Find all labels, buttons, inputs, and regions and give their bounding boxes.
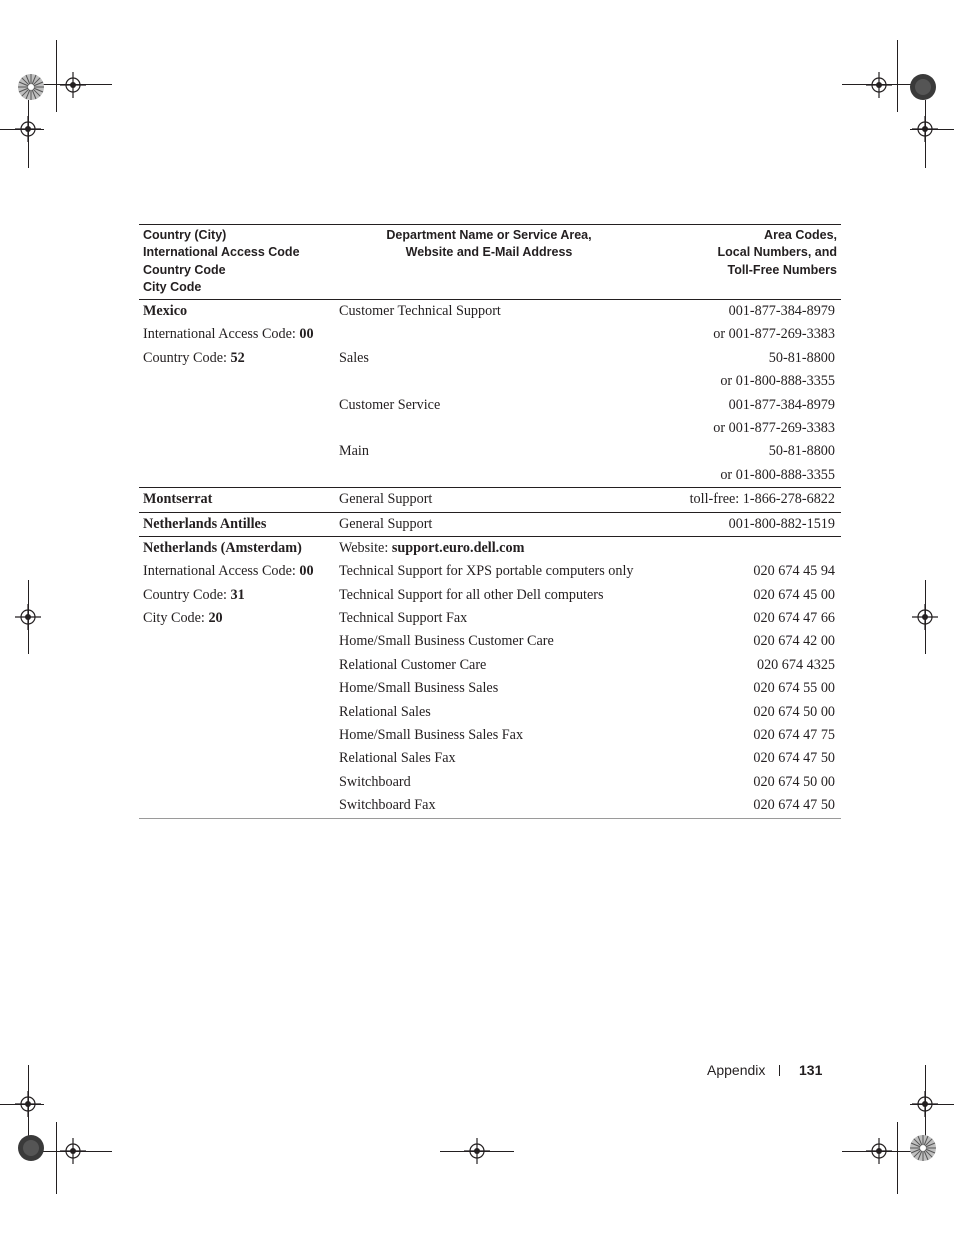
country-text: International Access Code: [143, 326, 300, 343]
department-cell [339, 489, 432, 509]
department-text: Customer Technical Support [339, 303, 501, 319]
phone-number: 020 674 45 94 [753, 563, 835, 580]
department-cell [339, 725, 523, 745]
code-value: 20 [208, 610, 223, 627]
table-row [139, 513, 841, 536]
department-text: Home/Small Business Sales [339, 680, 499, 697]
crop-mark-line [897, 1122, 898, 1194]
country-text: International Access Code: [143, 563, 300, 580]
department-cell [339, 585, 604, 605]
department-cell [339, 538, 524, 558]
crop-mark-line [897, 40, 898, 112]
header-line: Area Codes, [764, 228, 837, 242]
country-text: Country Code: [143, 586, 231, 603]
table-row [139, 584, 841, 607]
country-cell [143, 301, 187, 321]
header-line: Country (City) [143, 228, 227, 242]
country-group [139, 537, 841, 819]
table-body [139, 300, 841, 819]
country-text: Mexico [143, 303, 188, 319]
header-country [143, 227, 300, 296]
department-cell [339, 395, 440, 415]
department-text: Technical Support Fax [339, 610, 468, 627]
phone-number: 020 674 50 00 [753, 773, 835, 790]
department-text: Relational Sales Fax [339, 750, 456, 767]
registration-target-icon [866, 1138, 892, 1164]
department-text: Relational Customer Care [339, 656, 487, 673]
country-group [139, 513, 841, 537]
phone-number: 020 674 47 50 [753, 750, 835, 767]
table-row [139, 440, 841, 463]
color-circle-icon [909, 73, 937, 101]
phone-number: or 01-800-888-3355 [720, 466, 835, 483]
country-text: Montserrat [143, 491, 213, 508]
department-cell [339, 655, 486, 675]
table-row [139, 560, 841, 583]
department-cell [339, 441, 369, 461]
registration-target-icon [912, 604, 938, 630]
country-cell [143, 561, 314, 581]
registration-target-icon [60, 1138, 86, 1164]
country-cell [143, 538, 302, 558]
table-row [139, 724, 841, 747]
registration-target-icon [912, 1091, 938, 1117]
starburst-icon [17, 73, 45, 101]
registration-target-icon [15, 116, 41, 142]
table-header [139, 224, 841, 300]
phone-number: 020 674 47 66 [753, 610, 835, 627]
department-text: General Support [339, 515, 433, 532]
phone-number: 020 674 4325 [756, 656, 835, 673]
footer-divider [779, 1065, 780, 1076]
department-text: Home/Small Business Sales Fax [339, 727, 524, 744]
starburst-icon [909, 1134, 937, 1162]
registration-target-icon [912, 116, 938, 142]
department-text: Relational Sales [339, 703, 431, 720]
color-circle-icon [17, 1134, 45, 1162]
phone-number: 020 674 45 00 [753, 586, 835, 603]
header-line: Department Name or Service Area, [386, 228, 592, 242]
phone-number: 50-81-8800 [768, 443, 835, 460]
header-line: International Access Code [143, 245, 300, 260]
department-text: Switchboard Fax [339, 797, 436, 814]
phone-number: 020 674 55 00 [753, 680, 835, 697]
header-numbers [718, 227, 837, 279]
code-value: 00 [299, 563, 314, 580]
registration-target-icon [464, 1138, 490, 1164]
page-number: 131 [799, 1062, 823, 1078]
country-cell [143, 489, 212, 509]
country-cell [143, 514, 266, 534]
registration-target-icon [15, 1091, 41, 1117]
department-text: Sales [339, 349, 369, 366]
phone-number: toll-free: 1-866-278-6822 [689, 491, 835, 508]
registration-target-icon [15, 604, 41, 630]
table-row [139, 654, 841, 677]
department-cell [339, 301, 501, 321]
header-line: Website and E-Mail Address [405, 245, 573, 260]
table-row [139, 464, 841, 487]
table-row [139, 300, 841, 323]
department-text: General Support [339, 491, 433, 508]
department-cell [339, 348, 369, 368]
country-group [139, 488, 841, 512]
department-text: Technical Support for XPS portable computers only [339, 563, 634, 580]
department-text: Website: [339, 539, 392, 556]
header-line: City Code [143, 279, 202, 294]
table-row [139, 630, 841, 653]
department-cell [339, 772, 411, 792]
header-line: Country Code [143, 262, 226, 277]
crop-mark-line [56, 1122, 57, 1194]
country-text: City Code: [143, 610, 209, 627]
table-row [139, 747, 841, 770]
table-row [139, 370, 841, 393]
department-cell [339, 795, 436, 815]
header-line: Local Numbers, and [717, 245, 837, 260]
country-cell [143, 585, 245, 605]
phone-number: or 01-800-888-3355 [720, 373, 835, 390]
department-text: Main [339, 443, 369, 460]
contact-table [139, 224, 841, 819]
registration-target-icon [866, 72, 892, 98]
department-cell [339, 561, 634, 581]
table-row [139, 677, 841, 700]
phone-number: 001-877-384-8979 [728, 396, 835, 413]
department-cell [339, 631, 554, 651]
phone-number: or 001-877-269-3383 [713, 326, 835, 343]
table-row [139, 771, 841, 794]
department-cell [339, 702, 431, 722]
country-cell [143, 348, 245, 368]
department-text: Switchboard [339, 773, 411, 790]
phone-number: 020 674 42 00 [753, 633, 835, 650]
code-value: 31 [230, 586, 245, 603]
table-row [139, 417, 841, 440]
phone-number: 50-81-8800 [768, 349, 835, 366]
code-value: 52 [230, 349, 245, 366]
department-cell [339, 748, 456, 768]
crop-mark-line [56, 40, 57, 112]
country-group [139, 300, 841, 488]
registration-target-icon [60, 72, 86, 98]
table-row [139, 323, 841, 346]
department-text: Home/Small Business Customer Care [339, 633, 554, 650]
table-row [139, 701, 841, 724]
footer-section: Appendix [707, 1062, 766, 1078]
table-row [139, 537, 841, 560]
phone-number: 001-800-882-1519 [728, 515, 835, 532]
header-department [314, 227, 664, 262]
table-row [139, 607, 841, 630]
department-cell [339, 678, 498, 698]
country-text: Country Code: [143, 349, 231, 366]
country-text: Netherlands (Amsterdam) [143, 539, 302, 556]
department-cell [339, 514, 432, 534]
department-text: Technical Support for all other Dell computers [339, 586, 604, 603]
phone-number: 020 674 47 50 [753, 797, 835, 814]
country-text: Netherlands Antilles [143, 515, 267, 532]
table-row [139, 394, 841, 417]
phone-number: 001-877-384-8979 [728, 303, 835, 319]
header-line: Toll-Free Numbers [727, 262, 837, 277]
country-cell [143, 608, 223, 628]
table-row [139, 347, 841, 370]
phone-number: 020 674 47 75 [753, 727, 835, 744]
website-link[interactable]: support.euro.dell.com [391, 539, 525, 556]
department-cell [339, 608, 467, 628]
department-text: Customer Service [339, 396, 441, 413]
country-cell [143, 324, 314, 344]
phone-number: 020 674 50 00 [753, 703, 835, 720]
page-footer [700, 1060, 823, 1080]
phone-number: or 001-877-269-3383 [713, 419, 835, 436]
code-value: 00 [299, 326, 314, 343]
table-row [139, 794, 841, 817]
table-row [139, 488, 841, 511]
